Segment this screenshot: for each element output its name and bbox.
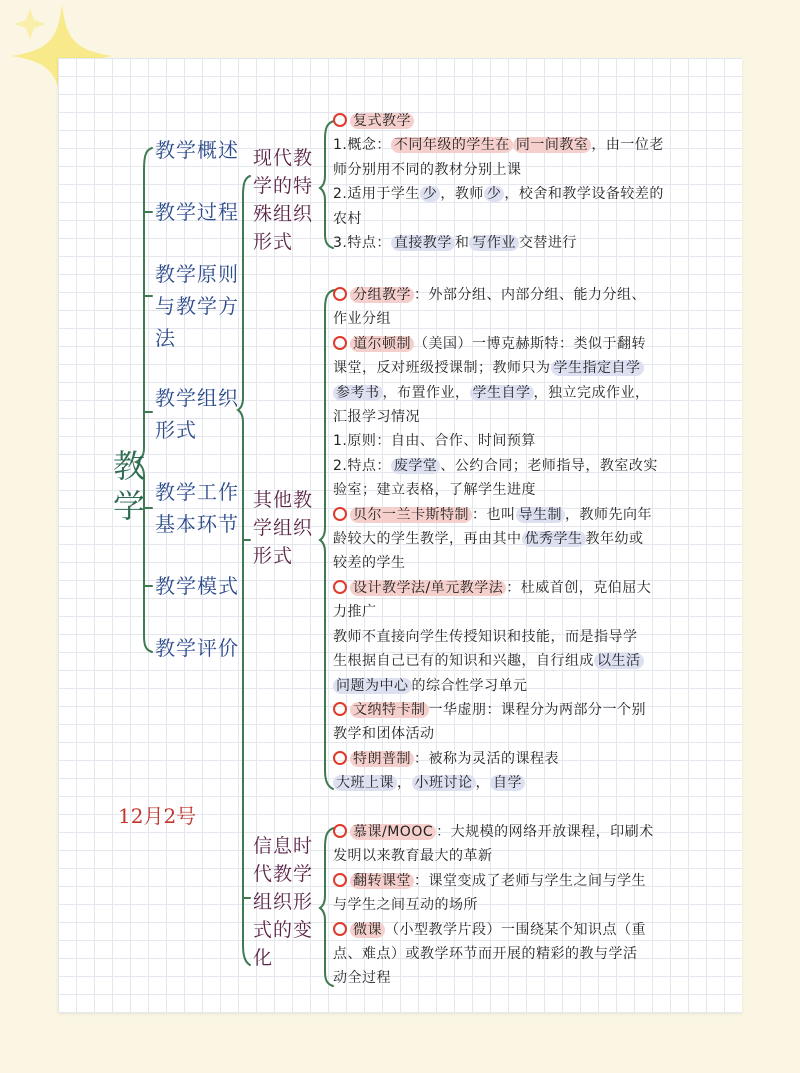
heading-multigrade: 复式教学 [350,113,414,129]
text-fragment: 少 [484,186,505,202]
text-line: 与学生之间互动的场所 [333,897,478,914]
text-fragment: 优秀学生 [522,531,586,547]
text-fragment: 自学 [490,775,525,791]
heading-winnetka-plan: 文纳特卡制 [350,702,429,718]
topic-models: 教学模式 [155,574,239,598]
text-fragment: 1.概念： [333,137,391,154]
text-line: 汇报学习情况 [333,409,420,426]
text-fragment: 废学堂 [391,458,441,474]
bullet-circle-icon [333,873,347,887]
text-line: 农村 [333,210,362,227]
text-fragment: 直接教学 [391,235,455,251]
text-fragment: 交替进行 [518,235,577,252]
block-other-forms [333,283,731,796]
bullet-circle-icon [333,336,347,350]
text-fragment: ，教师先向年 [565,506,652,523]
text-line [333,918,731,942]
text-line [333,332,731,356]
block-information-age [333,820,731,991]
text-fragment: ：被称为灵活的课程表 [414,750,559,767]
text-line [333,698,731,722]
text-fragment: 少 [420,186,441,202]
text-fragment: （美国）一博克赫斯特：类似于翻转 [414,335,646,352]
text-line [333,356,731,380]
text-fragment: 学生指定自学 [551,360,644,376]
bullet-circle-icon [333,702,347,716]
text-fragment: 教年幼或 [585,531,644,548]
text-fragment: 参考书 [333,385,383,401]
text-fragment: ， [397,775,412,792]
text-fragment: 2.适用于学生 [333,186,420,203]
subtopic-information-age: 信息时代教学组织形式的变化 [253,835,314,969]
text-line: 较差的学生 [333,555,406,572]
text-line: 点、难点）或教学环节而开展的精彩的教与学活 [333,946,638,963]
text-fragment: 写作业 [469,235,519,251]
topic-organization-forms: 教学组织形式 [155,386,239,442]
text-fragment: ，教师 [440,186,484,203]
text-fragment: 课堂，反对班级授课制；教师只为 [333,360,551,377]
text-line [333,527,731,551]
text-fragment: ，由一位老 [591,137,664,154]
text-fragment: 以生活 [594,653,644,669]
text-fragment: ，布置作业， [382,384,470,401]
text-line [333,454,731,478]
heading-dalton-plan: 道尔顿制 [350,336,414,352]
text-line [333,747,731,771]
text-line: 教学和团体活动 [333,726,435,743]
text-line: 力推广 [333,604,377,621]
heading-project-method: 设计教学法/单元教学法 [350,580,506,596]
text-fragment: 一华虚朋：课程分为两部分一个别 [428,701,646,718]
text-line: 发明以来教育最大的革新 [333,848,493,865]
text-fragment: 导生制 [516,507,566,523]
text-fragment: ：课堂变成了老师与学生之间与学生 [414,872,646,889]
heading-mooc: 慕课/MOOC [350,824,436,840]
bullet-circle-icon [333,507,347,521]
text-fragment: 龄较大的学生教学，再由其中 [333,531,522,548]
text-line: 师分别用不同的教材分别上课 [333,161,522,178]
text-line [333,869,731,893]
text-fragment: 2.特点： [333,457,391,474]
bullet-circle-icon [333,751,347,765]
text-fragment: ：外部分组、内部分组、能力分组、 [414,287,646,303]
text-line [333,283,731,307]
text-fragment: ，校舍和教学设备较差的 [504,186,664,203]
text-fragment: 大班上课 [333,775,397,791]
bullet-circle-icon [333,922,347,936]
heading-trump-plan: 特朗普制 [350,751,414,767]
text-line [333,109,731,133]
text-fragment: ：也叫 [472,506,516,523]
topic-principles-methods: 教学原则与教学方法 [155,262,239,350]
block-multigrade-teaching [333,109,731,255]
root-topic: 教学 [112,447,145,525]
subtopic-other-forms: 其他教学组织形式 [253,489,314,567]
topic-evaluation: 教学评价 [155,636,239,660]
text-line [333,649,731,673]
text-line [333,820,731,844]
bullet-circle-icon [333,824,347,838]
bullet-circle-icon [333,287,347,301]
bullet-circle-icon [333,113,347,127]
topic-process: 教学过程 [155,200,239,224]
text-fragment: 不同年级的学生在 [391,137,513,153]
text-fragment: 、公约合同；老师指导，教室改实 [440,457,658,474]
heading-micro-lecture: 微课 [350,922,385,938]
heading-bell-lancaster: 贝尔一兰卡斯特制 [350,507,472,523]
text-line: 验室；建立表格，了解学生进度 [333,482,536,499]
text-fragment: 和 [454,235,470,252]
bullet-circle-icon [333,580,347,594]
topic-basic-links: 教学工作基本环节 [155,480,239,536]
text-line [333,503,731,527]
text-line: 作业分组 [333,311,391,328]
text-line [333,674,731,698]
text-fragment: ，独立完成作业， [533,384,650,401]
subtopic-modern-special-forms: 现代教学的特殊组织形式 [253,147,314,253]
text-line [333,133,731,157]
heading-flipped-classroom: 翻转课堂 [350,873,414,889]
text-line [333,576,731,600]
text-line: 动全过程 [333,970,391,987]
text-fragment: ：大规模的网络开放课程，印刷术 [436,824,654,840]
text-fragment: ， [475,775,490,792]
date-note: 12月2号 [118,804,197,828]
text-fragment: （小型教学片段）一围绕某个知识点（重 [385,921,646,938]
text-line: 教师不直接向学生传授知识和技能，而是指导学 [333,628,638,645]
text-fragment: 学生自学 [470,385,534,401]
text-fragment: ：杜威首创，克伯屈大 [506,579,652,596]
text-line: 1.原则：自由、合作、时间预算 [333,433,536,450]
text-fragment: 3.特点： [333,235,391,252]
text-fragment: 问题为中心 [333,678,412,694]
text-fragment: 生根据自己已有的知识和兴趣，自行组成 [333,653,594,670]
text-line [333,182,731,206]
text-fragment: 小班讨论 [412,775,476,791]
topic-overview: 教学概述 [155,138,239,162]
heading-group-teaching: 分组教学 [350,287,414,303]
text-line [333,381,731,405]
text-line [333,231,731,255]
text-fragment: 同一间教室 [513,137,592,153]
text-line [333,771,731,795]
text-fragment: 的综合性学习单元 [411,677,528,694]
